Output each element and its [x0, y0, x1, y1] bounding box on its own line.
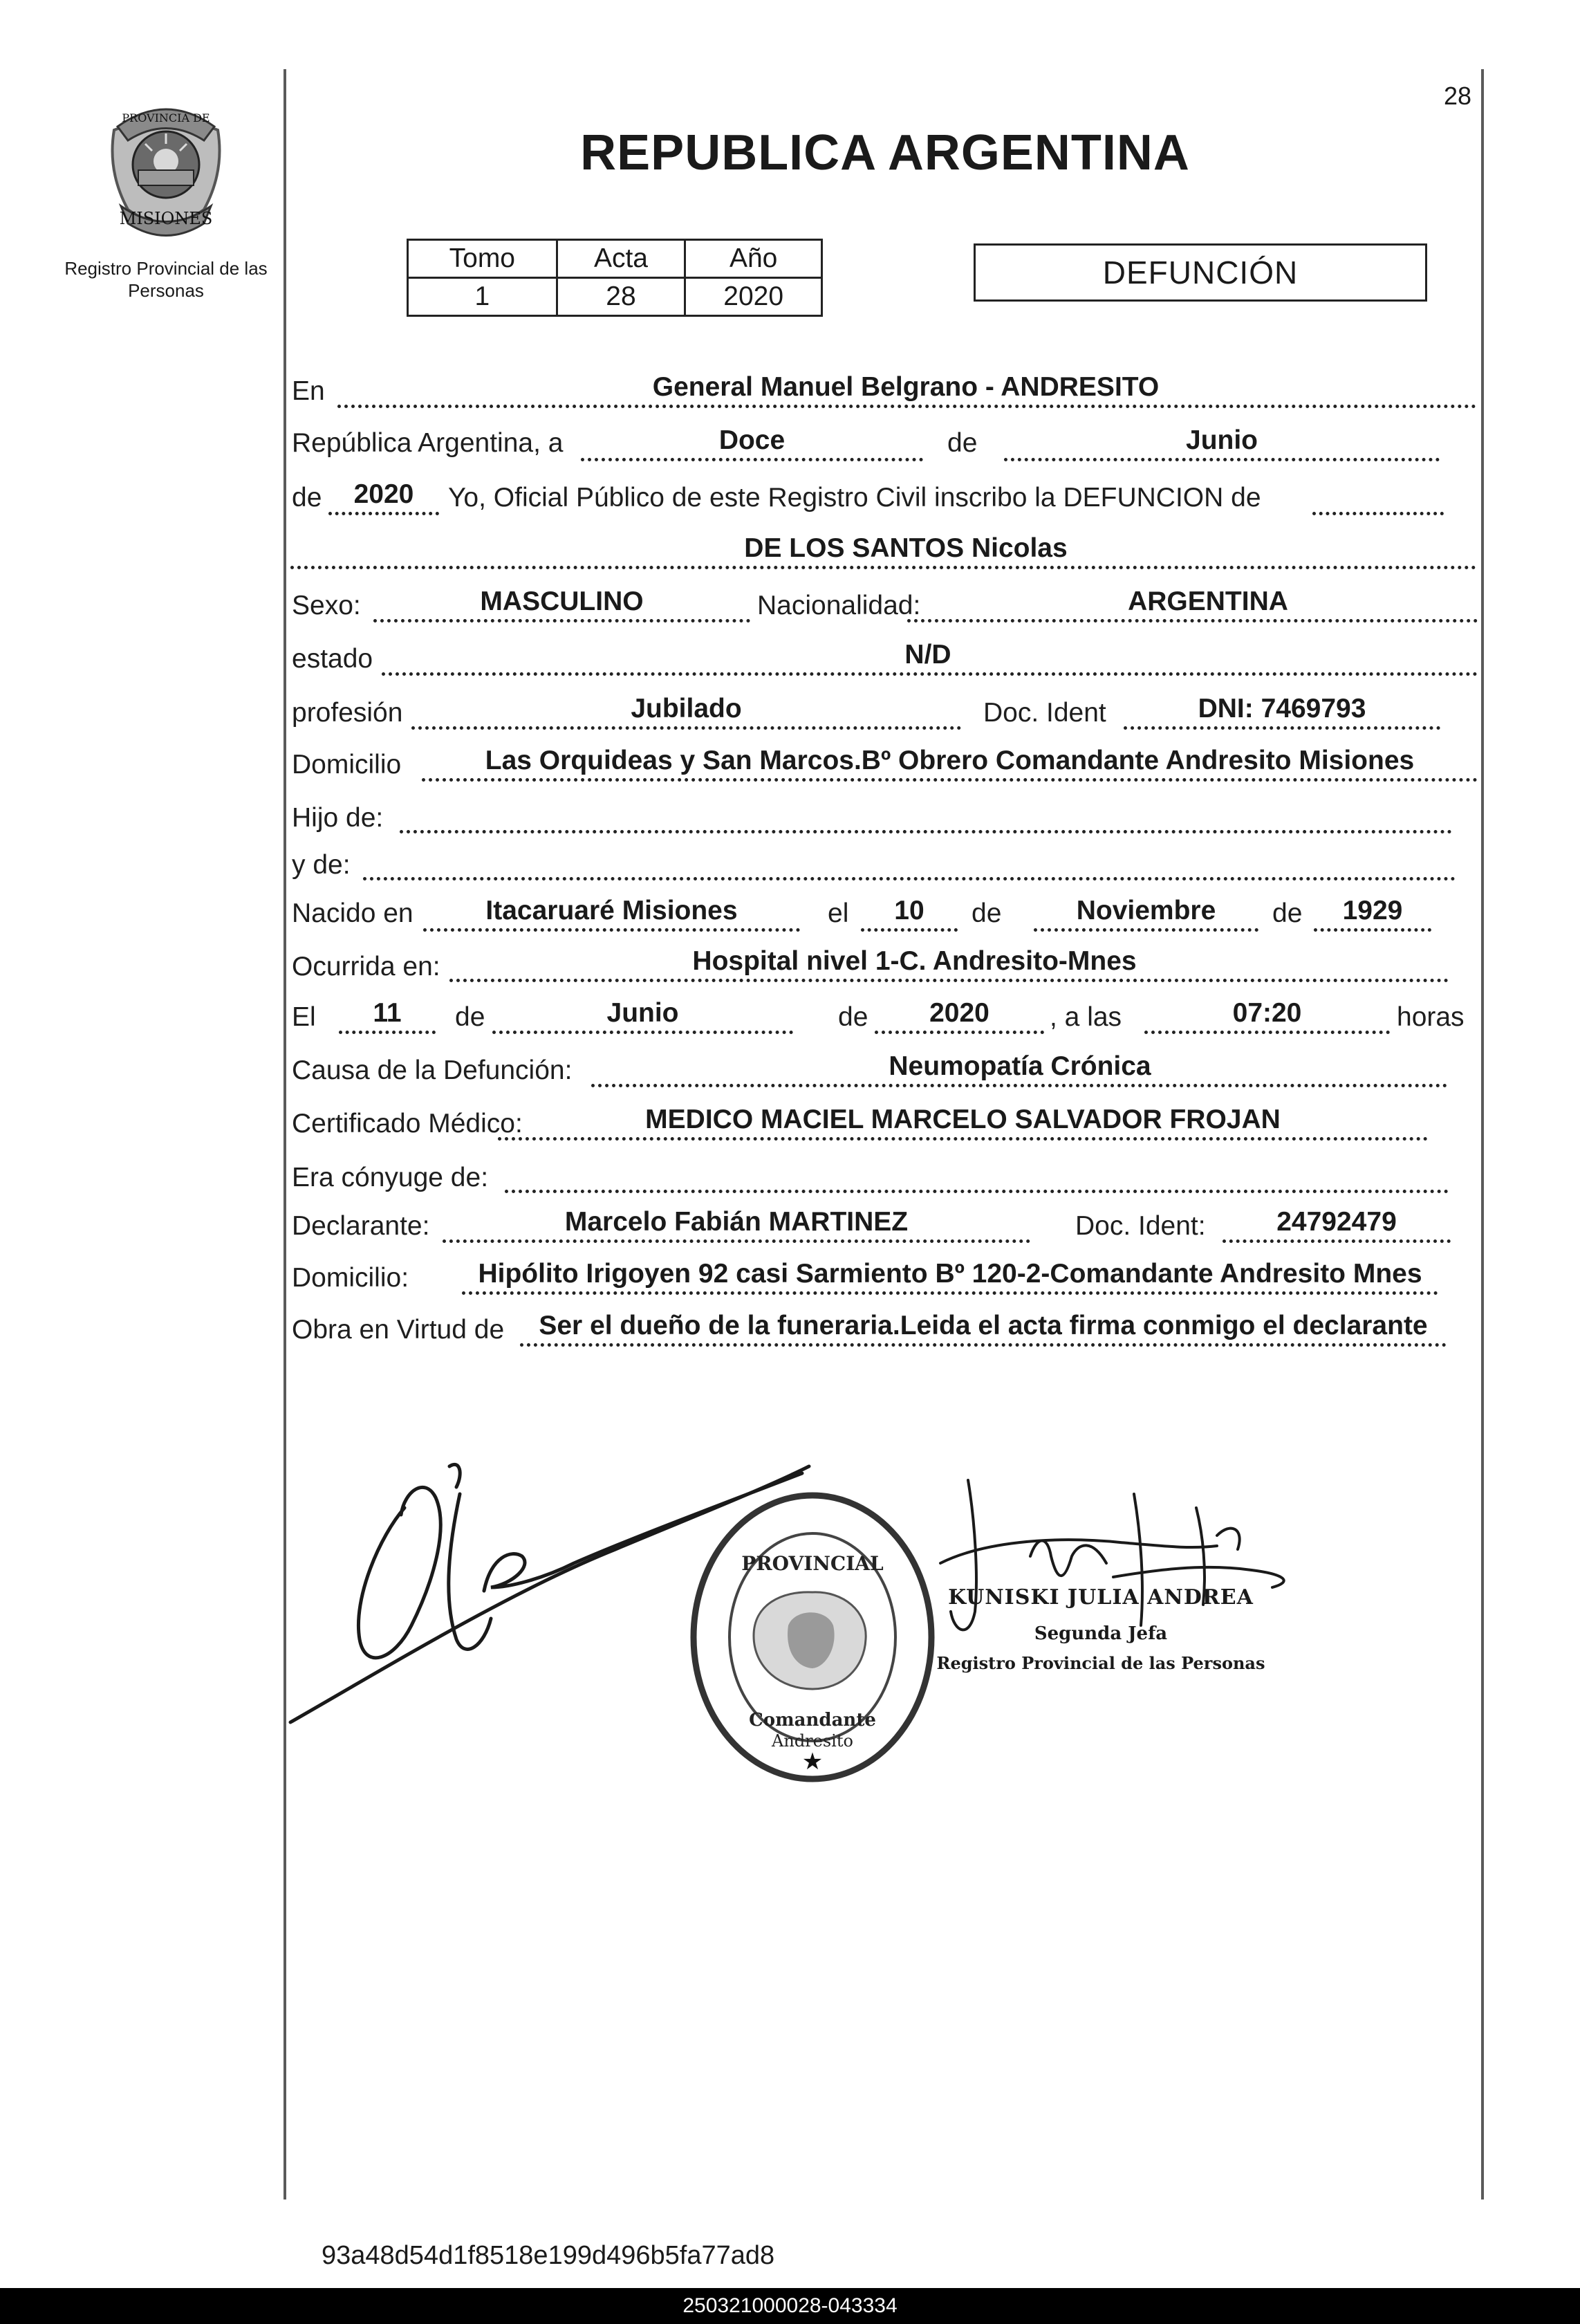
de4-label: de — [1272, 898, 1303, 928]
country-title: REPUBLICA ARGENTINA — [580, 125, 1190, 181]
de5-label: de — [455, 1002, 485, 1032]
el2-label: El — [292, 1002, 316, 1032]
horas-label: horas — [1397, 1002, 1465, 1032]
value-tomo: 1 — [408, 278, 557, 316]
sexo-value: MASCULINO — [480, 587, 644, 616]
causa-line — [591, 1084, 1447, 1087]
value-anio: 2020 — [685, 278, 822, 316]
certificado-line — [498, 1137, 1428, 1141]
registry-name: Registro Provincial de las Personas — [64, 258, 268, 301]
de2-label: de — [292, 483, 322, 513]
declarante-value: Marcelo Fabián MARTINEZ — [564, 1207, 909, 1237]
record-table-header-row — [408, 240, 822, 278]
estado-line — [382, 672, 1478, 676]
certificado-value: MEDICO MACIEL MARCELO SALVADOR FROJAN — [645, 1105, 1281, 1134]
ocurrida-line — [449, 979, 1449, 982]
nacido-value: Itacaruaré Misiones — [485, 896, 738, 925]
death-time: 07:20 — [1232, 998, 1302, 1028]
record-type-box — [974, 243, 1427, 302]
declarante-label: Declarante: — [292, 1211, 430, 1241]
page-number: 28 — [1444, 82, 1472, 110]
estado-label: estado — [292, 644, 373, 674]
domicilio2-value: Hipólito Irigoyen 92 casi Sarmiento Bº 120-2-Comandante Andresito Mnes — [478, 1259, 1422, 1289]
doc-value: DNI: 7469793 — [1198, 694, 1366, 723]
left-margin-line — [284, 69, 286, 2200]
svg-text:PROVINCIA DE: PROVINCIA DE — [122, 111, 210, 124]
ocurrida-value: Hospital nivel 1-C. Andresito-Mnes — [692, 946, 1137, 976]
stamp-name: KUNISKI JULIA ANDREA — [948, 1585, 1254, 1610]
svg-text:Comandante: Comandante — [749, 1710, 876, 1731]
birth-day-line — [861, 928, 958, 932]
death-day: 11 — [373, 998, 402, 1028]
domicilio-label: Domicilio — [292, 750, 402, 780]
document-hash: 93a48d54d1f8518e199d496b5fa77ad8 — [322, 2241, 775, 2270]
estado-value: N/D — [904, 640, 951, 670]
yde-label: y de: — [292, 850, 351, 880]
doc2-value: 24792479 — [1276, 1207, 1397, 1237]
conyuge-line — [505, 1190, 1449, 1193]
header-tomo: Tomo — [408, 240, 557, 278]
month-line — [1004, 458, 1440, 461]
death-time-line — [1144, 1031, 1390, 1034]
domicilio-line — [422, 778, 1478, 782]
value-acta: 28 — [557, 278, 685, 316]
footer-code: 250321000028-043334 — [0, 2288, 1580, 2324]
conyuge-label: Era cónyuge de: — [292, 1163, 489, 1192]
de3-label: de — [972, 898, 1002, 928]
nacionalidad-value: ARGENTINA — [1128, 587, 1288, 616]
year-line — [328, 512, 439, 515]
svg-text:Andresito: Andresito — [772, 1731, 853, 1751]
stamp-office: Registro Provincial de las Personas — [936, 1653, 1265, 1673]
hijo-label: Hijo de: — [292, 803, 384, 833]
svg-text:★: ★ — [801, 1748, 824, 1776]
svg-text:PROVINCIAL: PROVINCIAL — [741, 1552, 884, 1575]
record-table-value-row — [408, 278, 822, 316]
nacido-line — [423, 928, 800, 932]
domicilio2-label: Domicilio: — [292, 1263, 409, 1293]
domicilio2-line — [462, 1291, 1438, 1295]
sexo-line — [373, 619, 750, 622]
birth-month: Noviembre — [1076, 896, 1216, 925]
causa-label: Causa de la Defunción: — [292, 1055, 573, 1085]
birth-month-line — [1034, 928, 1258, 932]
birth-day: 10 — [894, 896, 924, 925]
doc-line — [1124, 726, 1440, 730]
doc2-label: Doc. Ident: — [1075, 1211, 1206, 1241]
birth-year: 1929 — [1342, 896, 1403, 925]
sexo-label: Sexo: — [292, 591, 361, 620]
death-year-line — [875, 1031, 1044, 1034]
day-value: Doce — [718, 425, 786, 455]
name-line — [290, 566, 1476, 569]
death-day-line — [339, 1031, 436, 1034]
domicilio-value: Las Orquideas y San Marcos.Bº Obrero Comandante Andresito Misiones — [485, 746, 1415, 775]
inscribo-text: Yo, Oficial Público de este Registro Civil inscribo la DEFUNCION de — [448, 483, 1261, 513]
hijo-line — [400, 830, 1452, 833]
stamp-role: Segunda Jefa — [1034, 1623, 1168, 1644]
year-value: 2020 — [353, 479, 414, 509]
doc2-line — [1223, 1239, 1451, 1243]
en-label: En — [292, 376, 325, 406]
el-label: el — [828, 898, 849, 928]
record-type: DEFUNCIÓN — [1102, 255, 1299, 290]
record-table — [407, 239, 823, 317]
doc-label: Doc. Ident — [983, 698, 1106, 728]
certificado-label: Certificado Médico: — [292, 1109, 523, 1138]
declarante-line — [443, 1239, 1030, 1243]
alas-label: , a las — [1050, 1002, 1122, 1032]
profesion-line — [411, 726, 961, 730]
official-seal — [685, 1487, 940, 1788]
death-year: 2020 — [929, 998, 989, 1028]
obra-label: Obra en Virtud de — [292, 1315, 505, 1345]
nacido-label: Nacido en — [292, 898, 413, 928]
day-line — [581, 458, 923, 461]
birth-year-line — [1314, 928, 1431, 932]
month-value: Junio — [1186, 425, 1258, 455]
header-anio: Año — [685, 240, 822, 278]
death-month: Junio — [606, 998, 679, 1028]
yde-line — [363, 877, 1456, 880]
republica-label: República Argentina, a — [292, 428, 564, 458]
causa-value: Neumopatía Crónica — [889, 1051, 1151, 1081]
inscribo-line — [1312, 512, 1444, 515]
header-acta: Acta — [557, 240, 685, 278]
right-margin-line — [1481, 69, 1484, 2200]
en-value: General Manuel Belgrano - ANDRESITO — [652, 372, 1160, 402]
province-logo — [100, 89, 232, 244]
de6-label: de — [838, 1002, 868, 1032]
ocurrida-label: Ocurrida en: — [292, 952, 440, 981]
profesion-label: profesión — [292, 698, 403, 728]
profesion-value: Jubilado — [631, 694, 742, 723]
obra-line — [520, 1343, 1447, 1347]
death-month-line — [492, 1031, 793, 1034]
nacionalidad-line — [907, 619, 1478, 622]
svg-text:MISIONES: MISIONES — [119, 209, 213, 228]
nacionalidad-label: Nacionalidad: — [757, 591, 921, 620]
deceased-name: DE LOS SANTOS Nicolas — [744, 533, 1068, 563]
de-label: de — [947, 428, 978, 458]
obra-value: Ser el dueño de la funeraria.Leida el acta firma conmigo el declarante — [539, 1311, 1428, 1340]
en-line — [337, 405, 1476, 408]
